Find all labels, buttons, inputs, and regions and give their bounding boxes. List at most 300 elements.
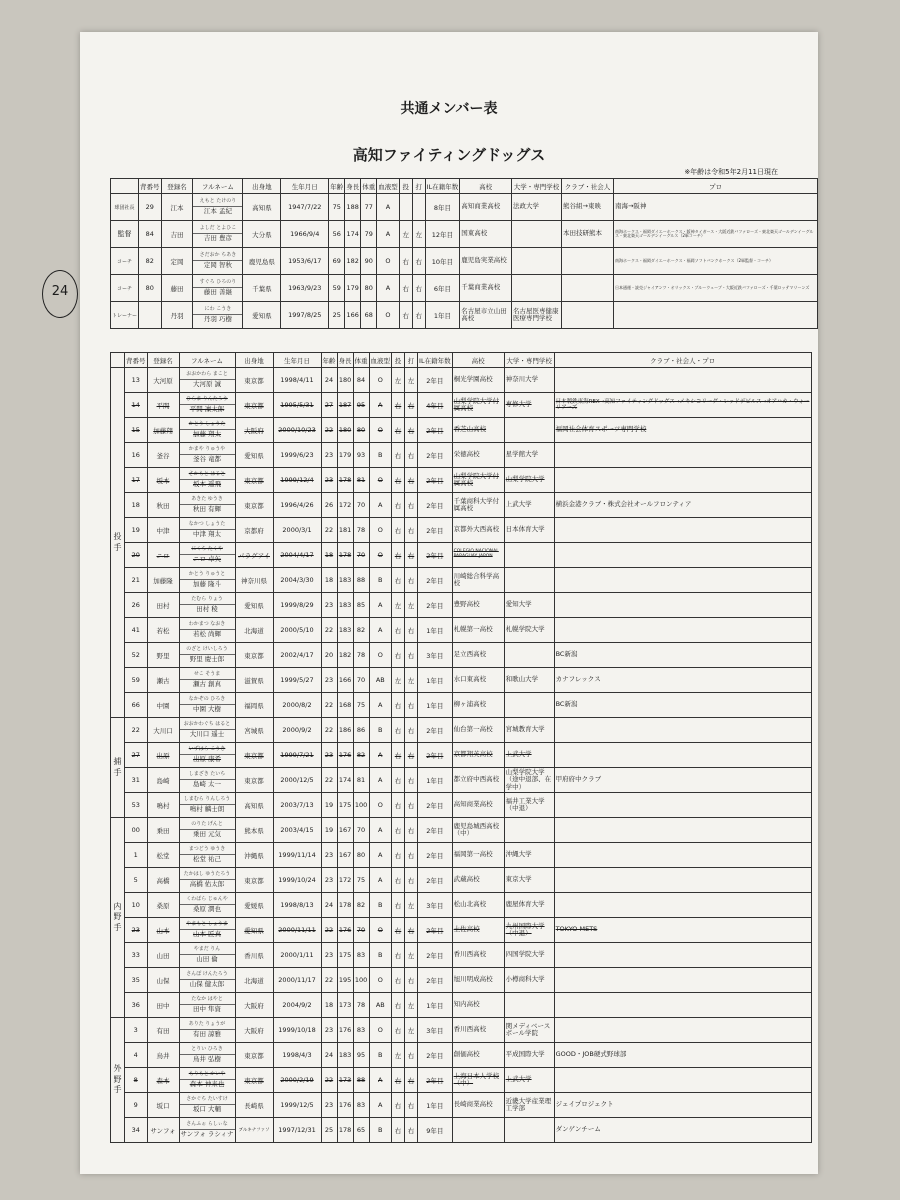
player-bats: 右 [405,518,418,543]
staff-pro: 南海ホークス・福岡ダイエーホークス・阪神タイガース・大阪近鉄バファローズ・東北楽天ゴールデンイーグルス・東北楽天ゴールデンイーグルス（2軍コーチ） [613,221,817,248]
staff-role: 球団社長 [111,194,139,221]
player-birth-date: 2000/5/10 [273,618,321,643]
player-il-years: 2年目 [418,1043,453,1068]
player-height: 166 [337,668,353,693]
player-row [111,593,812,618]
player-throws: 右 [392,643,405,668]
player-row [111,868,812,893]
player-university: 山梨学院大学 [504,468,554,493]
full-name-cell [179,943,235,968]
full-name: 大河原 誠 [192,379,222,388]
player-bats: 右 [405,418,418,443]
player-height: 179 [337,443,353,468]
player-height: 181 [337,518,353,543]
player-birthplace: 東京都 [235,1043,273,1068]
player-birthplace: パラグアイ [235,543,273,568]
position-group-infield: 内野手 [111,818,125,1018]
staff-university [512,248,562,275]
player-number: 9 [125,1093,148,1118]
staff-bats: 右 [412,275,425,302]
player-number: 1 [125,843,148,868]
player-bats: 左 [405,943,418,968]
players-header-cell: 高校 [452,353,504,368]
player-career: BC新潟 [554,693,811,718]
staff-pro [613,302,817,329]
player-career: TOKYO METS [554,918,811,943]
player-il-years: 1年目 [418,1093,453,1118]
player-height: 173 [337,993,353,1018]
player-throws: 右 [392,443,405,468]
player-age: 18 [321,993,337,1018]
player-number: 66 [125,693,148,718]
player-career [554,368,811,393]
player-bats: 右 [405,468,418,493]
player-registered-name: 中園 [147,693,179,718]
player-birthplace: 宮城県 [235,718,273,743]
player-university [504,643,554,668]
player-blood-type: O [369,368,392,393]
staff-pro: 南海→阪神 [613,194,817,221]
full-name: 山保 健太郎 [189,979,225,988]
player-birth-date: 1999/8/29 [273,593,321,618]
position-group-outfield: 外野手 [111,1018,125,1143]
full-name-cell [179,368,235,393]
full-name: 田村 稜 [196,604,218,613]
staff-throws: 右 [399,248,412,275]
player-bats: 右 [405,543,418,568]
player-number: 33 [125,943,148,968]
player-birthplace: 大阪府 [235,993,273,1018]
full-name: 野里 慶士郎 [189,654,225,663]
full-name: 秋田 有輝 [192,504,222,513]
staff-birthplace: 愛知県 [243,302,281,329]
full-name-cell [193,194,243,221]
player-blood-type: O [369,968,392,993]
player-blood-type: O [369,1018,392,1043]
staff-birthplace: 高知県 [243,194,281,221]
player-career [554,818,811,843]
player-weight: 75 [353,693,369,718]
player-career: 甲府府中クラブ [554,768,811,793]
player-birth-date: 1995/5/31 [273,393,321,418]
player-blood-type: A [369,493,392,518]
player-weight: 100 [353,968,369,993]
player-bats: 左 [405,893,418,918]
player-weight: 70 [353,493,369,518]
player-high-school: 京都外大西高校 [452,518,504,543]
player-blood-type: B [369,1043,392,1068]
name-reading: のざと けいしろう [180,647,235,655]
player-weight: 78 [353,518,369,543]
player-university: 九州国際大学（中退） [504,918,554,943]
player-age: 23 [321,443,337,468]
staff-row [111,248,818,275]
player-height: 175 [337,943,353,968]
full-name: 平間 凜太郎 [189,404,225,413]
player-birth-date: 1999/7/21 [273,743,321,768]
player-number: 00 [125,818,148,843]
name-reading: いずはら こうき [180,747,235,755]
player-weight: 88 [353,1068,369,1093]
player-bats: 右 [405,968,418,993]
player-university: 上武大学 [504,743,554,768]
player-birth-date: 2004/4/17 [273,543,321,568]
player-registered-name: 野里 [147,643,179,668]
player-row [111,718,812,743]
player-birth-date: 1998/4/3 [273,1043,321,1068]
player-weight: 84 [353,368,369,393]
player-birthplace: 福岡県 [235,693,273,718]
player-row [111,918,812,943]
player-height: 176 [337,743,353,768]
staff-club [562,275,614,302]
full-name: 吉田 豊彦 [203,233,232,242]
player-age: 23 [321,593,337,618]
player-high-school: 知内高校 [452,993,504,1018]
player-birth-date: 1997/12/31 [273,1118,321,1143]
full-name-cell [193,302,243,329]
player-birthplace: 東京都 [235,368,273,393]
full-name-cell [179,1118,235,1143]
name-reading: すぐろ ひろのり [193,280,242,288]
player-throws: 右 [392,893,405,918]
player-registered-name: 加藤翔 [147,418,179,443]
player-height: 168 [337,693,353,718]
player-number: 10 [125,893,148,918]
full-name: 鳴村 麟士朗 [189,804,225,813]
full-name-cell [179,843,235,868]
player-bats: 右 [405,393,418,418]
staff-header-row [111,179,818,194]
player-registered-name: 有田 [147,1018,179,1043]
player-high-school: 札幌第一高校 [452,618,504,643]
player-il-years: 2年目 [418,543,453,568]
full-name-cell [179,443,235,468]
player-birth-date: 2002/4/17 [273,643,321,668]
player-blood-type: B [369,718,392,743]
staff-header-cell: 打 [412,179,425,194]
player-number: 26 [125,593,148,618]
player-birthplace: 北海道 [235,618,273,643]
player-registered-name: 田村 [147,593,179,618]
player-registered-name: 平間 [147,393,179,418]
player-blood-type: B [369,893,392,918]
staff-role-header [111,179,139,194]
player-birth-date: 2000/1/11 [273,943,321,968]
player-birthplace: 東京都 [235,643,273,668]
player-age: 23 [321,1093,337,1118]
player-il-years: 1年目 [418,693,453,718]
player-il-years: 2年目 [418,468,453,493]
player-bats: 右 [405,918,418,943]
player-age: 24 [321,1043,337,1068]
player-throws: 右 [392,518,405,543]
player-high-school: 鹿児島城西高校（中） [452,818,504,843]
staff-number: 84 [139,221,162,248]
full-name-cell [179,868,235,893]
player-birth-date: 1999/11/14 [273,843,321,868]
player-number: 3 [125,1018,148,1043]
staff-header-cell: 出身地 [243,179,281,194]
player-il-years: 2年目 [418,918,453,943]
player-il-years: 2年目 [418,818,453,843]
name-reading: さんふぉ らしぃな [180,1122,235,1130]
name-reading: さだおか ちあき [193,253,242,261]
player-birth-date: 2004/9/2 [273,993,321,1018]
player-birth-date: 2004/3/30 [273,568,321,593]
as-of-note: ※年齢は令和5年2月11日現在 [684,168,778,176]
player-career: カナフレックス [554,668,811,693]
player-career [554,543,811,568]
staff-weight: 79 [361,221,377,248]
player-blood-type: O [369,518,392,543]
player-row [111,768,812,793]
staff-club: 本田技研熊本 [562,221,614,248]
player-throws: 右 [392,1118,405,1143]
players-header-cell: 出身地 [235,353,273,368]
player-row [111,393,812,418]
player-high-school: 松山北高校 [452,893,504,918]
staff-weight: 80 [361,275,377,302]
staff-registered-name: 吉田 [161,221,193,248]
player-age: 19 [321,793,337,818]
name-reading: ありた りょうが [180,1022,235,1030]
full-name: 乗田 元気 [192,829,222,838]
player-throws: 左 [392,368,405,393]
player-weight: 86 [353,718,369,743]
player-age: 22 [321,968,337,993]
staff-university: 法政大学 [512,194,562,221]
staff-il-years: 12年目 [425,221,460,248]
player-number: 41 [125,618,148,643]
staff-il-years: 8年目 [425,194,460,221]
full-name-cell [179,743,235,768]
player-bats: 右 [405,793,418,818]
player-high-school: 山梨学院大学付属高校 [452,393,504,418]
player-il-years: 2年目 [418,843,453,868]
player-high-school: 柳ヶ浦高校 [452,693,504,718]
player-number: 5 [125,868,148,893]
full-name-cell [179,918,235,943]
player-throws: 右 [392,868,405,893]
player-career: ダンゲンチーム [554,1118,811,1143]
player-university: 鹿屋体育大学 [504,893,554,918]
player-university [504,818,554,843]
player-weight: 93 [353,443,369,468]
player-university: 小樽商科大学 [504,968,554,993]
player-row [111,493,812,518]
name-reading: わかまつ なおき [180,622,235,630]
full-name: 有田 諒雅 [192,1029,222,1038]
staff-row [111,194,818,221]
player-birthplace: 高知県 [235,793,273,818]
player-blood-type: O [369,793,392,818]
player-birth-date: 1998/4/11 [273,368,321,393]
staff-pro: 日本通運・読売ジャイアンツ・オリックス・ブルーウェーブ・大阪近鉄バファローズ・千葉ロッテマリーンズ [613,275,817,302]
player-il-years: 2年目 [418,743,453,768]
player-birthplace: 東京都 [235,493,273,518]
name-reading: しまざき たいち [180,772,235,780]
name-reading: まつどう ゆうき [180,847,235,855]
player-il-years: 2年目 [418,868,453,893]
player-bats: 右 [405,718,418,743]
player-blood-type: O [369,643,392,668]
player-throws: 右 [392,543,405,568]
player-height: 167 [337,843,353,868]
player-bats: 左 [405,668,418,693]
name-reading: おおかわら まこと [180,372,235,380]
player-registered-name: 森本 [147,1068,179,1093]
staff-weight: 77 [361,194,377,221]
full-name-cell [179,393,235,418]
player-row [111,518,812,543]
player-age: 22 [321,618,337,643]
player-bats: 左 [405,593,418,618]
player-il-years: 1年目 [418,668,453,693]
player-number: 52 [125,643,148,668]
player-registered-name: 松堂 [147,843,179,868]
player-number: 36 [125,993,148,1018]
player-birth-date: 2000/12/5 [273,768,321,793]
player-number: 16 [125,443,148,468]
full-name-cell [179,1093,235,1118]
player-age: 23 [321,868,337,893]
staff-club [562,248,614,275]
player-high-school: 仙台第一高校 [452,718,504,743]
name-reading: とりい ひろき [180,1047,235,1055]
player-weight: 100 [353,793,369,818]
player-bats: 左 [405,1018,418,1043]
player-row [111,843,812,868]
player-height: 172 [337,493,353,518]
player-career: 横浜金港クラブ・株式会社オールフロンティア [554,493,811,518]
name-reading: かまや りゅうや [180,447,235,455]
player-height: 178 [337,543,353,568]
player-university [504,543,554,568]
staff-blood-type: A [377,194,400,221]
staff-header-cell: 身長 [345,179,361,194]
staff-height: 188 [345,194,361,221]
player-birth-date: 2003/4/15 [273,818,321,843]
staff-birth-date: 1953/6/17 [281,248,329,275]
player-height: 186 [337,718,353,743]
players-header-cell: 打 [405,353,418,368]
player-birthplace: 東京都 [235,868,273,893]
player-bats: 右 [405,868,418,893]
player-height: 183 [337,568,353,593]
player-throws: 左 [392,593,405,618]
full-name-cell [179,593,235,618]
player-height: 174 [337,768,353,793]
player-age: 20 [321,643,337,668]
player-number: 17 [125,468,148,493]
full-name: 出原 康希 [192,754,222,763]
player-number: 13 [125,368,148,393]
player-birth-date: 1999/12/5 [273,1093,321,1118]
player-high-school: 創価高校 [452,1043,504,1068]
full-name-cell [179,643,235,668]
player-number: 18 [125,493,148,518]
full-name: 藤田 善継 [203,287,232,296]
player-row [111,1068,812,1093]
players-header-cell: フルネーム [179,353,235,368]
player-height: 183 [337,1043,353,1068]
player-birthplace: 東京都 [235,1068,273,1093]
player-number: 19 [125,518,148,543]
player-blood-type: O [369,543,392,568]
player-career [554,618,811,643]
player-throws: 右 [392,1093,405,1118]
player-blood-type: A [369,1068,392,1093]
player-registered-name: 釜谷 [147,443,179,468]
staff-table [110,178,818,329]
player-registered-name: 桑原 [147,893,179,918]
player-high-school: 上海日本人学校（中） [452,1068,504,1093]
player-number: 27 [125,743,148,768]
staff-bats: 右 [412,248,425,275]
name-reading: たかはし ゆうたろう [180,872,235,880]
player-registered-name: 山本 [147,918,179,943]
player-career [554,893,811,918]
player-age: 22 [321,693,337,718]
player-age: 18 [321,568,337,593]
player-height: 178 [337,893,353,918]
full-name: 高橋 佑太郎 [189,879,225,888]
player-birthplace: 東京都 [235,743,273,768]
player-birthplace: 大阪府 [235,1018,273,1043]
player-number: 4 [125,1043,148,1068]
name-reading: かとう りゅうと [180,572,235,580]
player-row [111,1043,812,1068]
staff-bats: 左 [412,221,425,248]
player-career [554,843,811,868]
full-name: 桑原 潤也 [192,904,222,913]
player-age: 19 [321,818,337,843]
staff-registered-name: 江本 [161,194,193,221]
player-university [504,1118,554,1143]
staff-header-cell: 登録名 [161,179,193,194]
players-header-cell: クラブ・社会人・プロ [554,353,811,368]
staff-birth-date: 1997/8/25 [281,302,329,329]
name-reading: やまもと しょうま [180,922,235,930]
player-height: 176 [337,1093,353,1118]
players-header-cell: 大学・専門学校 [504,353,554,368]
player-university: 上武大学 [504,493,554,518]
player-blood-type: A [369,393,392,418]
player-birth-date: 2000/2/19 [273,1068,321,1093]
player-row [111,793,812,818]
full-name-cell [193,248,243,275]
staff-club [562,302,614,329]
player-bats: 右 [405,1093,418,1118]
player-il-years: 1年目 [418,618,453,643]
player-il-years: 9年目 [418,1118,453,1143]
player-university: 沖縄大学 [504,843,554,868]
player-weight: 95 [353,393,369,418]
player-university: 神奈川大学 [504,368,554,393]
full-name: 山本 匠真 [192,929,222,938]
staff-birth-date: 1966/9/4 [281,221,329,248]
player-university: 平成国際大学 [504,1043,554,1068]
player-high-school: 豊野高校 [452,593,504,618]
player-birthplace: 滋賀県 [235,668,273,693]
full-name: 松堂 祐己 [192,854,222,863]
player-university [504,693,554,718]
player-il-years: 2年目 [418,1068,453,1093]
player-number: 34 [125,1118,148,1143]
full-name: 中園 大樹 [192,704,222,713]
staff-blood-type: A [377,221,400,248]
